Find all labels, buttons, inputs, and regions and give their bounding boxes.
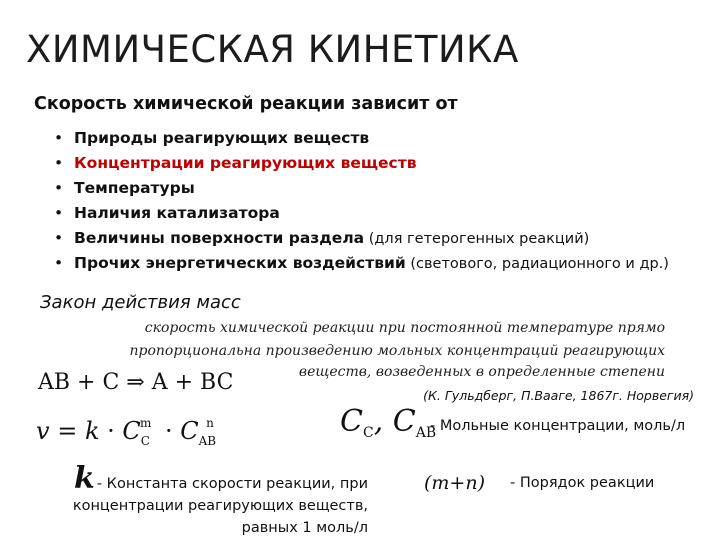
factor-label: Величины поверхности раздела <box>74 229 365 247</box>
factor-label: Концентрации реагирующих веществ <box>74 154 417 172</box>
rate-equation <box>36 416 220 448</box>
superscript: n <box>206 416 214 430</box>
intro-text: Скорость химической реакции зависит от <box>34 94 458 114</box>
law-definition-line: веществ, возведенных в определенные степени <box>298 364 665 380</box>
reaction-equation: AB + C ⇒ A + BC <box>38 370 234 395</box>
law-definition-line: пропорциональна произведению мольных концентраций реагирующих <box>129 343 665 359</box>
factor-label: Наличия катализатора <box>74 204 280 222</box>
list-item <box>54 251 669 276</box>
page-title: ХИМИЧЕСКАЯ КИНЕТИКА <box>26 28 519 71</box>
multiply-sign: · <box>99 417 123 445</box>
multiply-sign: · <box>157 417 181 445</box>
subscript: C <box>362 425 374 441</box>
subscript: AB <box>198 434 217 448</box>
subscript: AB <box>415 425 437 441</box>
separator: , <box>373 404 393 439</box>
law-citation: (К. Гульдберг, П.Вааге, 1867г. Норвегия) <box>423 388 694 403</box>
law-definition-line: скорость химической реакции при постоянной температуре прямо <box>144 320 665 336</box>
reaction-order-symbol: (m+n) <box>424 472 485 494</box>
description-line: - Константа скорости реакции, при <box>96 476 368 492</box>
concentration-symbol: C <box>340 404 363 439</box>
description-line: равных 1 моль/л <box>241 520 368 536</box>
concentration-symbols <box>340 404 436 441</box>
list-item <box>54 176 669 201</box>
rate-constant-description <box>72 473 368 539</box>
subscript: C <box>140 434 150 448</box>
concentration-symbol: C <box>180 417 199 445</box>
rate-constant-symbol: k <box>84 417 100 445</box>
list-item <box>54 226 669 251</box>
description-line: концентрации реагирующих веществ, <box>72 498 368 514</box>
concentration-symbol: C <box>122 417 141 445</box>
factor-note: (для гетерогенных реакций) <box>364 231 590 247</box>
list-item <box>54 201 669 226</box>
law-title: Закон действия масс <box>40 292 241 313</box>
factor-label: Природы реагирующих веществ <box>74 129 370 147</box>
equals-sign: = <box>49 417 85 445</box>
factor-note: (светового, радиационного и др.) <box>405 256 669 272</box>
superscript: m <box>139 416 152 430</box>
rate-symbol: v <box>36 417 50 445</box>
factor-label: Температуры <box>74 179 195 197</box>
concentrations-label: - Мольные концентрации, моль/л <box>430 418 686 434</box>
reaction-order-label: - Порядок реакции <box>510 475 655 491</box>
concentration-symbol: C <box>392 404 416 439</box>
factor-label: Прочих энергетических воздействий <box>74 254 406 272</box>
rate-constant-symbol: k <box>74 461 95 496</box>
list-item <box>54 126 669 151</box>
list-item <box>54 151 669 176</box>
factor-list <box>54 126 669 276</box>
